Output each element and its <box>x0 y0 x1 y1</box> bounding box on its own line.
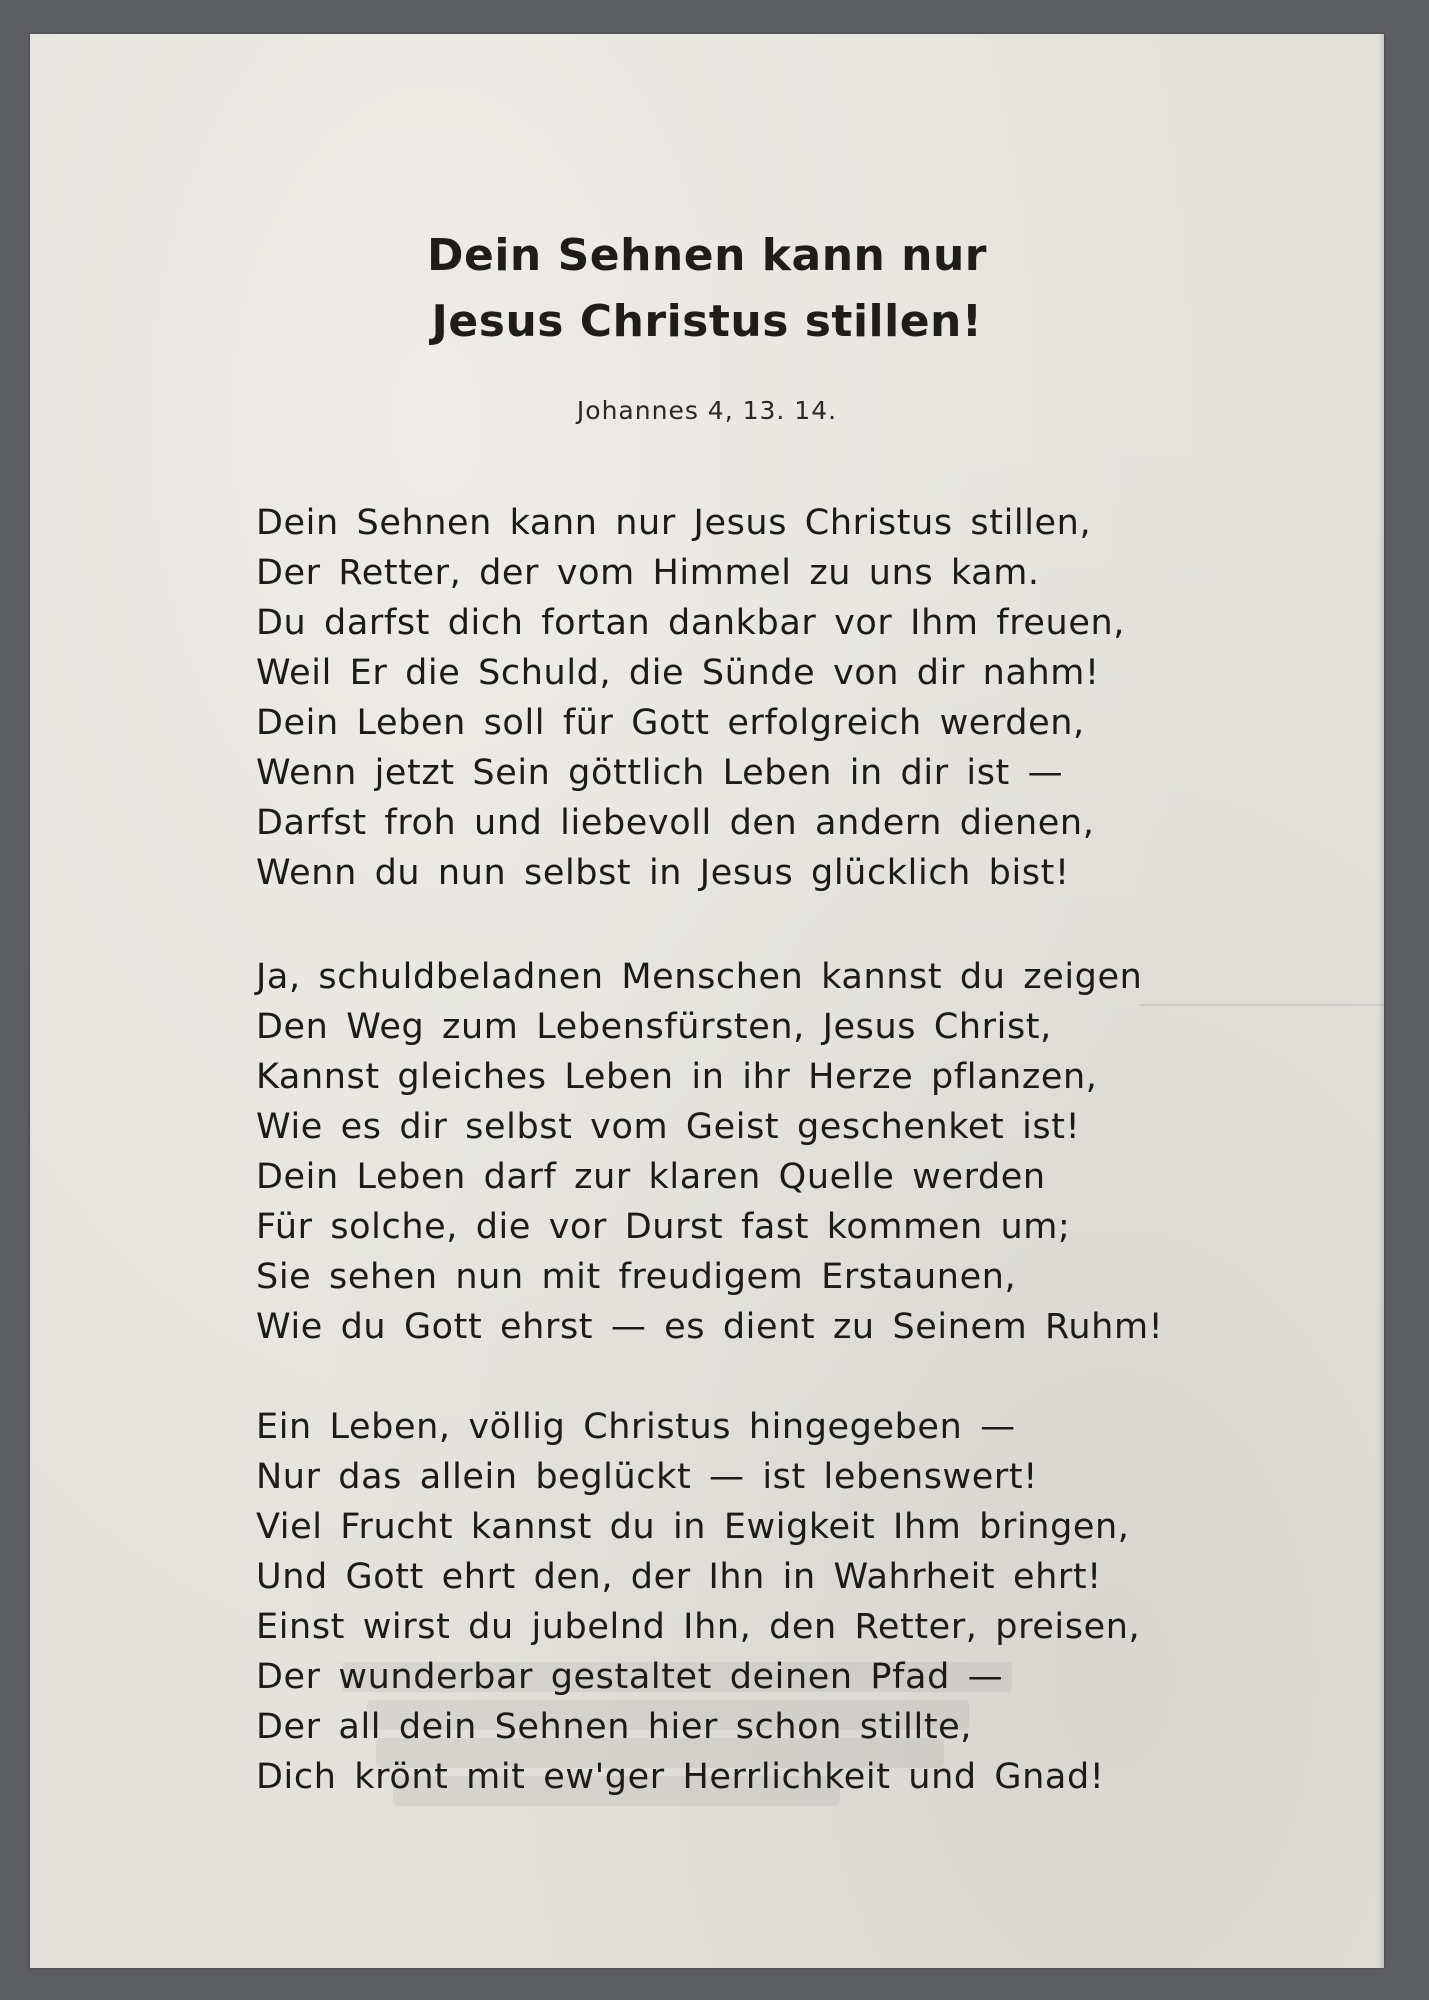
bible-reference: Johannes 4, 13. 14. <box>576 396 838 425</box>
verse-line: Für solche, die vor Durst fast kommen um; <box>256 1207 1071 1247</box>
verse-line: Wie du Gott ehrst — es dient zu Seinem Ruhm! <box>256 1307 1164 1347</box>
verse-line: Wie es dir selbst vom Geist geschenket ist! <box>256 1107 1081 1147</box>
verse-line: Dein Leben soll für Gott erfolgreich werden, <box>256 703 1085 743</box>
verse-line: Dein Leben darf zur klaren Quelle werden <box>256 1157 1046 1197</box>
verse-line: Sie sehen nun mit freudigem Erstaunen, <box>256 1257 1017 1297</box>
verse-line: Weil Er die Schuld, die Sünde von dir nahm! <box>256 653 1100 693</box>
stanza-1 <box>256 498 1266 898</box>
verse-line: Darfst froh und liebevoll den andern dienen, <box>256 803 1095 843</box>
verse-line: Nur das allein beglückt — ist lebenswert! <box>256 1457 1038 1497</box>
verse-line: Der all dein Sehnen hier schon stillte, <box>256 1707 973 1747</box>
verse-line: Der wunderbar gestaltet deinen Pfad — <box>256 1657 1004 1697</box>
verse-line: Der Retter, der vom Himmel zu uns kam. <box>256 553 1040 593</box>
verse-line: Und Gott ehrt den, der Ihn in Wahrheit ehrt! <box>256 1557 1102 1597</box>
verse-line: Ja, schuldbeladnen Menschen kannst du zeigen <box>256 957 1143 997</box>
paper-sheet <box>30 34 1384 1968</box>
verse-line: Viel Frucht kannst du in Ewigkeit Ihm bringen, <box>256 1507 1130 1547</box>
verse-line: Dich krönt mit ew'ger Herrlichkeit und Gnad! <box>256 1757 1105 1797</box>
verse-line: Du darfst dich fortan dankbar vor Ihm freuen, <box>256 603 1125 643</box>
title-line-2: Jesus Christus stillen! <box>431 296 983 347</box>
verse-line: Wenn du nun selbst in Jesus glücklich bist! <box>256 853 1070 893</box>
verse-line: Den Weg zum Lebensfürsten, Jesus Christ, <box>256 1007 1052 1047</box>
stanza-2 <box>256 952 1266 1352</box>
verse-line: Wenn jetzt Sein göttlich Leben in dir ist — <box>256 753 1064 793</box>
verse-line: Einst wirst du jubelnd Ihn, den Retter, preisen, <box>256 1607 1141 1647</box>
title-line-1: Dein Sehnen kann nur <box>426 230 988 281</box>
verse-line: Dein Sehnen kann nur Jesus Christus stillen, <box>256 503 1092 543</box>
verse-line: Kannst gleiches Leben in ihr Herze pflanzen, <box>256 1057 1098 1097</box>
stanza-3 <box>256 1402 1266 1802</box>
verse-line: Ein Leben, völlig Christus hingegeben — <box>256 1407 1016 1447</box>
